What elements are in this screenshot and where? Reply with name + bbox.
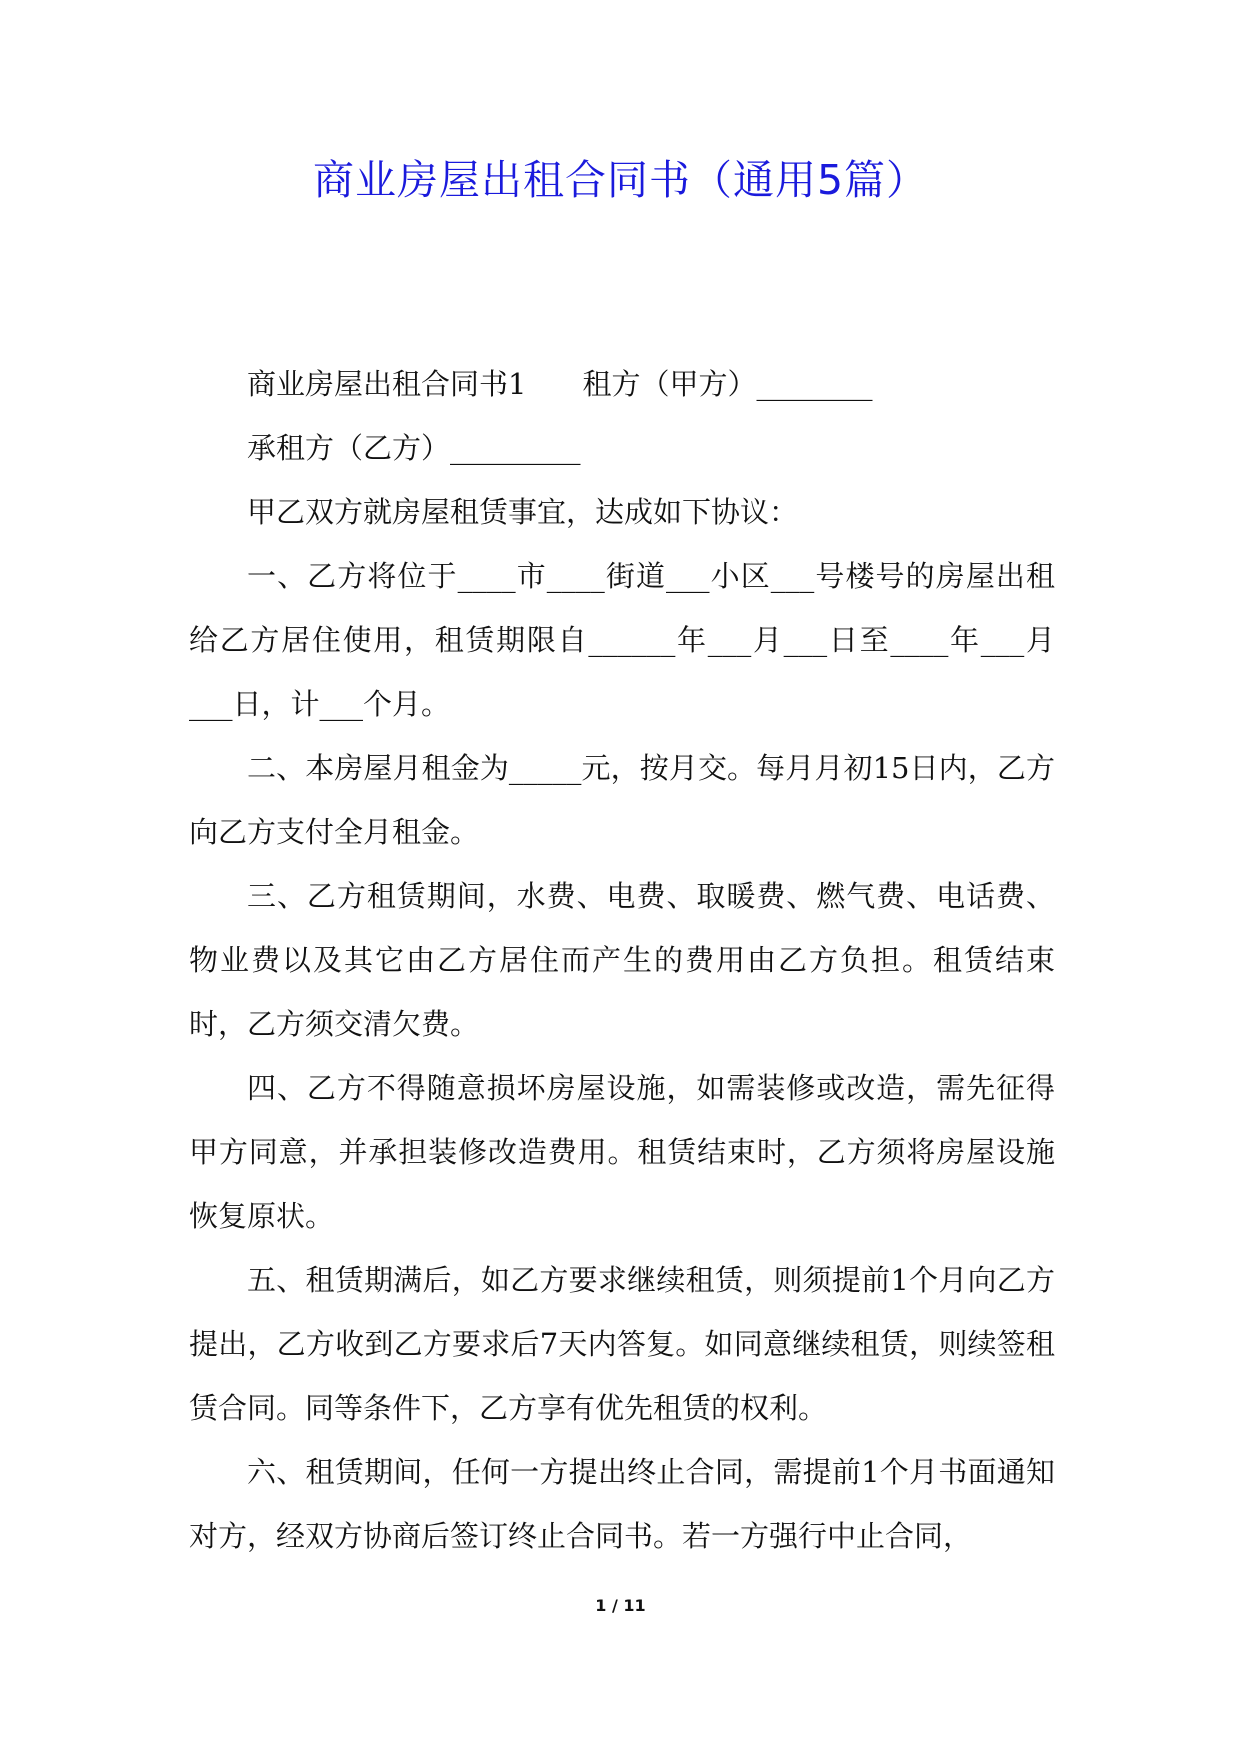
paragraph-heading-line — [189, 352, 1055, 416]
paragraph-clause-1: 一、乙方将位于____市____街道___小区___号楼号的房屋出租给乙方居住使用，租赁期限自______年___月___日至____年___月___日，计___个月。 — [189, 559, 1055, 721]
lessor-field: 租方（甲方）________ — [582, 367, 873, 401]
paragraph-clause-4: 四、乙方不得随意损坏房屋设施，如需装修或改造，需先征得甲方同意，并承担装修改造费用。租赁结束时，乙方须将房屋设施恢复原状。 — [189, 1071, 1055, 1233]
paragraph-clause-2: 二、本房屋月租金为_____元，按月交。每月月初15日内，乙方向乙方支付全月租金。 — [189, 751, 1055, 849]
document-body — [189, 352, 1055, 1568]
page-number: 1 / 11 — [595, 1596, 646, 1615]
document-title: 商业房屋出租合同书（通用5篇） — [312, 156, 929, 204]
paragraph-clause-5: 五、租赁期满后，如乙方要求继续租赁，则须提前1个月向乙方提出，乙方收到乙方要求后7天内答复。如同意继续租赁，则续签租赁合同。同等条件下，乙方享有优先租赁的权利。 — [189, 1263, 1055, 1425]
paragraph-agreement-intro: 甲乙双方就房屋租赁事宜，达成如下协议： — [247, 495, 799, 529]
paragraph-lessee: 承租方（乙方）_________ — [247, 431, 581, 465]
paragraph-clause-3: 三、乙方租赁期间，水费、电费、取暖费、燃气费、电话费、物业费以及其它由乙方居住而产生的费用由乙方负担。租赁结束时，乙方须交清欠费。 — [189, 879, 1055, 1041]
paragraph-clause-6: 六、租赁期间，任何一方提出终止合同，需提前1个月书面通知对方，经双方协商后签订终止合同书。若一方强行中止合同， — [189, 1455, 1055, 1553]
contract-number-label: 商业房屋出租合同书1 — [247, 367, 527, 401]
